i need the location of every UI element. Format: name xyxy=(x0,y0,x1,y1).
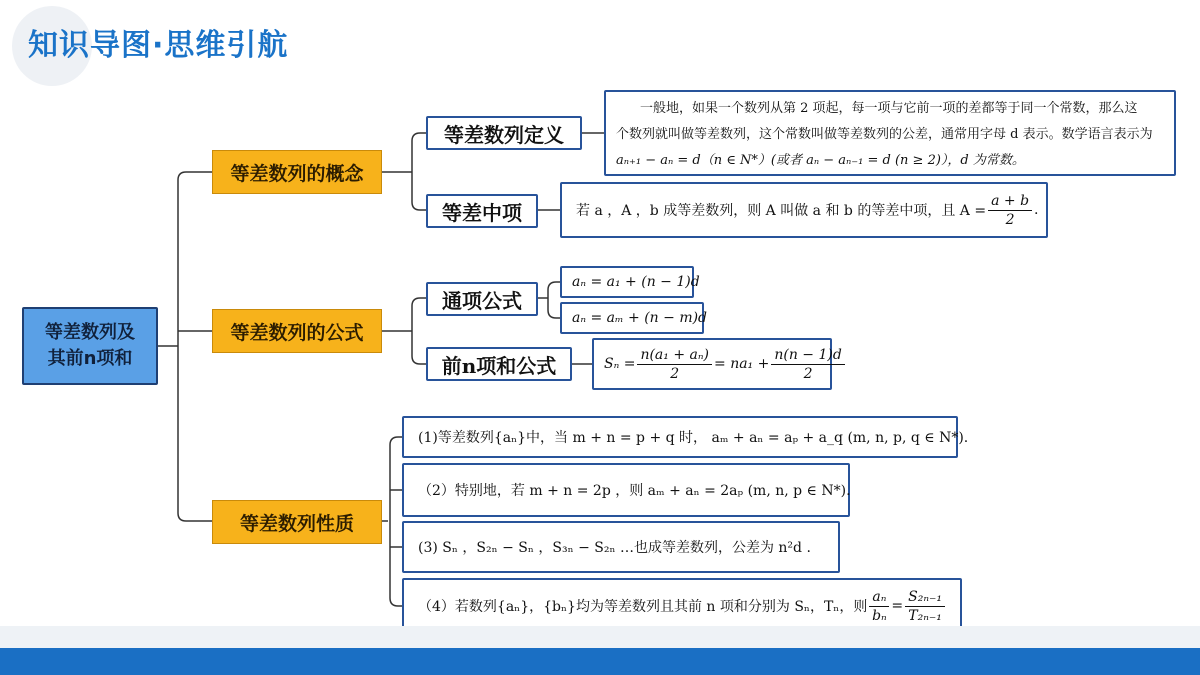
sum-formula-box xyxy=(592,338,842,390)
node-middle-term: 等差中项 xyxy=(426,194,538,228)
general-term-formula-1: aₙ = a₁ + (n − 1)d xyxy=(560,266,694,298)
property-4-fraction-2 xyxy=(905,588,945,625)
footer-strip xyxy=(0,626,1200,648)
fraction-numerator: S₂ₙ₋₁ xyxy=(905,588,945,607)
property-2: （2）特别地，若 m + n = 2p ，则 aₘ + aₙ = 2aₚ (m, n, p ∈ N*). xyxy=(402,463,850,517)
definition-line-2: 个数列就叫做等差数列，这个常数叫做等差数列的公差，通常用字母 d 表示。数学语言表示为 xyxy=(616,127,1153,142)
definition-line-1: 一般地，如果一个数列从第 2 项起，每一项与它前一项的差都等于同一个常数，那么这 xyxy=(640,101,1138,116)
middle-term-fraction xyxy=(988,192,1032,229)
fraction-numerator: n(a₁ + aₙ) xyxy=(637,346,712,365)
fraction-denominator: bₙ xyxy=(872,607,887,624)
fraction-denominator: 2 xyxy=(1005,211,1015,228)
sum-middle: = na₁ + xyxy=(714,356,770,372)
middle-term-text: 若 a ，A ，b 成等差数列，则 A 叫做 a 和 b 的等差中项，且 A = xyxy=(576,203,987,219)
fraction-numerator: aₙ xyxy=(869,588,889,607)
property-1: (1)等差数列{aₙ}中，当 m + n = p + q 时， aₘ + aₙ = aₚ + a_q (m, n, p, q ∈ N*). xyxy=(402,416,958,458)
root-node: 等差数列及 其前n项和 xyxy=(22,307,158,385)
fraction-numerator: n(n − 1)d xyxy=(771,346,844,365)
branch-formula: 等差数列的公式 xyxy=(212,309,382,353)
page-title: 知识导图·思维引航 xyxy=(28,28,289,63)
fraction-numerator: a + b xyxy=(988,192,1032,211)
definition-box xyxy=(604,90,1176,176)
fraction-denominator: 2 xyxy=(670,365,680,382)
middle-term-box xyxy=(560,182,1048,238)
general-term-formula-2: aₙ = aₘ + (n − m)d xyxy=(560,302,704,334)
node-general-term: 通项公式 xyxy=(426,282,538,316)
definition-line-3: aₙ₊₁ − aₙ = d（n ∈ N*）(或者 aₙ − aₙ₋₁ = d (n ≥ 2)），d 为常数。 xyxy=(616,153,1025,168)
node-sum-formula: 前n项和公式 xyxy=(426,347,572,381)
middle-term-suffix: . xyxy=(1034,202,1039,218)
fraction-denominator: T₂ₙ₋₁ xyxy=(908,607,942,624)
sum-fraction-2 xyxy=(771,346,844,383)
sum-lhs: Sₙ = xyxy=(604,356,636,372)
node-definition: 等差数列定义 xyxy=(426,116,582,150)
footer-bar xyxy=(0,648,1200,675)
branch-concept: 等差数列的概念 xyxy=(212,150,382,194)
property-4-text: （4）若数列{aₙ}，{bₙ}均为等差数列且其前 n 项和分别为 Sₙ，Tₙ，则 xyxy=(418,599,868,615)
property-4-equals: = xyxy=(891,598,904,614)
branch-properties: 等差数列性质 xyxy=(212,500,382,544)
property-3: (3) Sₙ ，S₂ₙ − Sₙ ，S₃ₙ − S₂ₙ …也成等差数列，公差为 n²d . xyxy=(402,521,840,573)
sum-fraction-1 xyxy=(637,346,712,383)
property-4-fraction-1 xyxy=(869,588,889,625)
fraction-denominator: 2 xyxy=(803,365,813,382)
